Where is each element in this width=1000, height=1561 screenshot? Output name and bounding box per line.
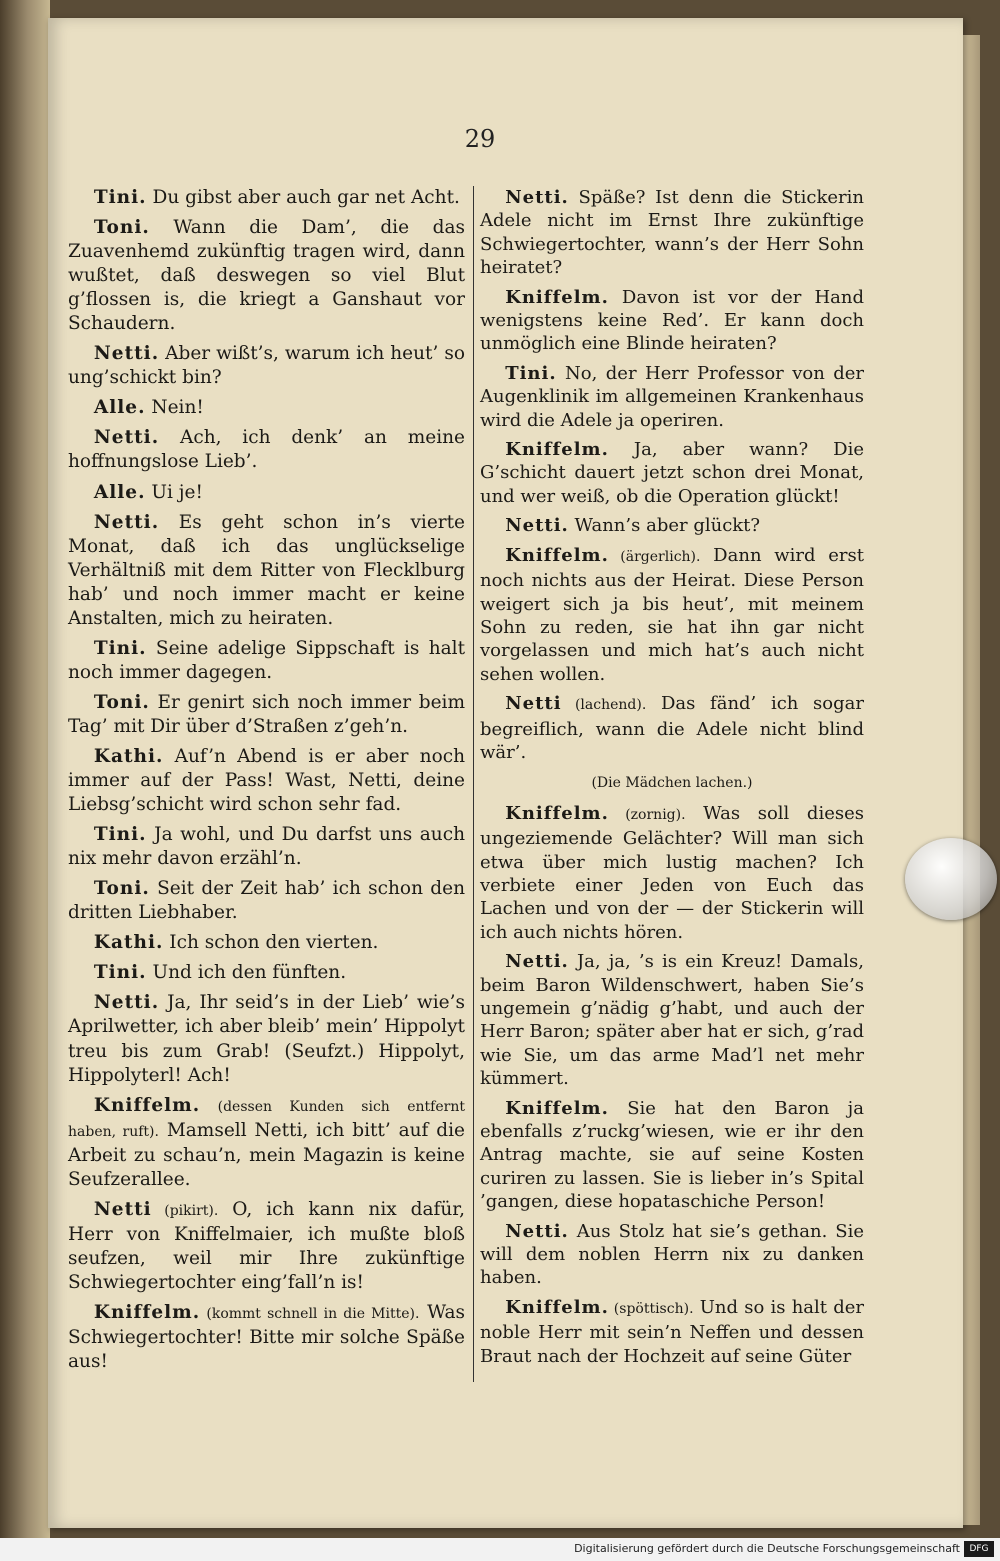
dialogue-paragraph [68, 426, 465, 474]
dialogue-paragraph [68, 1094, 465, 1192]
speaker-name: Tini. [93, 824, 147, 846]
stage-direction: (dessen Kunden sich entfernt haben, ruft). [68, 1098, 465, 1140]
dialogue-paragraph [68, 1198, 465, 1295]
right-text-column [480, 186, 864, 1382]
speaker-name: Tini. [93, 187, 147, 208]
dialogue-text: Du gibst aber auch gar net Acht. [146, 187, 460, 208]
speaker-name: Alle. [93, 397, 146, 419]
speaker-name: Netti. [93, 511, 160, 533]
dialogue-paragraph [68, 216, 465, 336]
speaker-name: Kathi. [93, 932, 164, 954]
dialogue-paragraph [68, 342, 465, 390]
dialogue-paragraph [480, 770, 864, 795]
speaker-name: Netti. [505, 515, 569, 537]
magnifier-icon[interactable] [905, 838, 997, 920]
speaker-name: Netti [93, 1198, 152, 1220]
column-divider [473, 186, 474, 1382]
dialogue-text: Und ich den fünften. [146, 962, 347, 984]
dialogue-text: Ach, ich denk’ an meine hoffnungslose Lieb’. [68, 427, 465, 473]
dialogue-text: Ui je! [145, 481, 203, 503]
dialogue-text: Aber wißt’s, warum ich heut’ so ung’schickt bin? [68, 343, 465, 389]
dialogue-paragraph [480, 692, 864, 764]
dialogue-text: Späße? Ist denn die Stickerin Adele nicht im Ernst Ihre zukünftige Schwiegertochter, wann’s der Herr Sohn heiratet? [480, 187, 864, 279]
dialogue-paragraph [68, 745, 465, 817]
dialogue-paragraph [480, 1220, 864, 1290]
speaker-name: Kniffelm. [505, 1296, 609, 1318]
dfg-logo: DFG [964, 1541, 994, 1557]
dialogue-paragraph [68, 637, 465, 685]
dialogue-text: Er genirt sich noch immer beim Tag’ mit Dir über d’Straßen z’geh’n. [68, 691, 465, 737]
dialogue-text: Ja, aber wann? Die G’schicht dauert jetzt schon drei Monat, und wer weiß, ob die Operation glückt! [480, 439, 864, 507]
speaker-name: Kniffelm. [93, 1301, 201, 1323]
speaker-name: Toni. [93, 691, 150, 713]
speaker-name: Tini. [93, 962, 147, 984]
dialogue-paragraph [68, 823, 465, 871]
speaker-name: Kniffelm. [505, 286, 609, 308]
dialogue-text: Ja, Ihr seid’s in der Lieb’ wie’s Aprilwetter, ich aber bleib’ mein’ Hippolyt treu bis zum Grab! (Seufzt.) Hippolyt, Hippolyterl! Ach! [68, 992, 465, 1086]
dialogue-text: Dann wird erst noch nichts aus der Heirat. Diese Person weigert sich ja bis heut’, mit meinem Sohn zu reden, sie hat ihn gar nicht vorgelassen und mich hat’s auch nicht sehen wollen. [480, 544, 864, 685]
speaker-name: Tini. [505, 362, 557, 384]
dialogue-paragraph [68, 511, 465, 631]
stage-direction: (spöttisch). [608, 1300, 694, 1317]
speaker-name: Kathi. [93, 745, 164, 767]
dialogue-text: Es geht schon in’s vierte Monat, daß ich das unglückselige Verhältniß mit dem Ritter von Flecklburg hab’ und noch immer macht er keine Anstalten, mich zu heiraten. [68, 511, 465, 629]
dialogue-text: Das fänd’ ich sogar begreiflich, wann die Adele nicht blind wär’. [480, 693, 864, 763]
dialogue-text: Mamsell Netti, ich bitt’ auf die Arbeit zu schau’n, mein Magazin is keine Seufzerallee. [68, 1119, 465, 1190]
speaker-name: Netti. [93, 343, 160, 365]
stage-direction: (zornig). [608, 806, 686, 823]
dialogue-paragraph [480, 514, 864, 537]
dialogue-text: Wann’s aber glückt? [568, 515, 761, 537]
dialogue-text: Ich schon den vierten. [163, 932, 379, 954]
dialogue-paragraph [480, 362, 864, 432]
dialogue-paragraph [480, 186, 864, 280]
dialogue-text: No, der Herr Professor von der Augenklinik im allgemeinen Krankenhaus wird die Adele ja operiren. [480, 362, 864, 431]
left-text-column [68, 186, 465, 1382]
speaker-name: Kniffelm. [505, 439, 609, 461]
page-number: 29 [464, 125, 496, 153]
stage-direction: (Die Mädchen lachen.) [591, 775, 753, 792]
dialogue-paragraph [480, 1296, 864, 1368]
dialogue-paragraph [68, 396, 465, 420]
dialogue-text: Was Schwiegertochter! Bitte mir solche Späße aus! [68, 1301, 465, 1373]
dialogue-paragraph [68, 481, 465, 505]
speaker-name: Netti. [93, 992, 160, 1014]
dialogue-text: Seine adelige Sippschaft is halt noch immer dagegen. [68, 637, 465, 683]
dialogue-text: O, ich kann nix dafür, Herr von Kniffelmaier, ich mußte bloß seufzen, weil mir Ihre zukünftige Schwiegertochter eing’fall’n is! [68, 1198, 465, 1293]
speaker-name: Toni. [93, 878, 150, 900]
dialogue-paragraph [480, 950, 864, 1090]
dialogue-paragraph [480, 286, 864, 356]
dialogue-text: Ja, ja, ’s is ein Kreuz! Damals, beim Baron Wildenschwert, haben Sie’s ungemein g’nädig g’habt, und auch der Herr Baron; später aber hat er sich, g’rad wie Sie, um das arme Mad’l net mehr kümmert. [480, 951, 864, 1090]
dialogue-text: Nein! [145, 397, 204, 419]
speaker-name: Netti [505, 693, 562, 715]
dialogue-paragraph [68, 691, 465, 739]
speaker-name: Tini. [93, 637, 147, 659]
speaker-name: Kniffelm. [505, 802, 609, 824]
speaker-name: Kniffelm. [505, 544, 609, 566]
dialogue-paragraph [68, 877, 465, 925]
speaker-name: Netti. [505, 951, 569, 973]
footer-text: Digitalisierung gefördert durch die Deutsche Forschungsgemeinschaft [574, 1542, 960, 1555]
stage-direction: (lachend). [561, 697, 647, 714]
dialogue-paragraph [68, 186, 465, 210]
speaker-name: Netti. [93, 427, 160, 449]
stage-direction: (kommt schnell in die Mitte). [200, 1305, 420, 1322]
speaker-name: Toni. [93, 217, 150, 239]
dialogue-text: Auf’n Abend is er aber noch immer auf der Pass! Wast, Netti, deine Liebsg’schicht wird schon sehr fad. [68, 745, 465, 816]
dialogue-text: Und so is halt der noble Herr mit sein’n Neffen und dessen Braut nach der Hochzeit auf seine Güter [480, 1296, 864, 1367]
footer-bar [0, 1538, 1000, 1561]
speaker-name: Kniffelm. [505, 1097, 609, 1119]
speaker-name: Alle. [93, 481, 146, 503]
page-stack-edge [963, 35, 980, 1525]
dialogue-text: Wann die Dam’, die das Zuavenhemd zukünftig tragen wird, dann wußtet, daß deswegen so viel Blut g’flossen is, die kriegt a Ganshaut vor Schaudern. [68, 217, 465, 335]
dialogue-paragraph [68, 991, 465, 1087]
dialogue-paragraph [68, 961, 465, 985]
dialogue-text: Aus Stolz hat sie’s gethan. Sie will dem noblen Herrn nix zu danken haben. [480, 1220, 864, 1289]
dialogue-text: Davon ist vor der Hand wenigstens keine Red’. Er kann doch unmöglich eine Blinde heiraten? [480, 286, 864, 355]
dialogue-paragraph [68, 1301, 465, 1374]
speaker-name: Netti. [505, 1220, 569, 1242]
dialogue-paragraph [68, 931, 465, 955]
stage-direction: (ärgerlich). [608, 548, 701, 565]
stage-direction: (pikirt). [151, 1202, 219, 1219]
dialogue-text: Was soll dieses ungeziemende Gelächter? Will man sich etwa über mich lustig machen? Ich verbiete einer Jeden von Euch das Lachen und von der — der Stickerin will ich auch nichts hören. [480, 802, 864, 943]
speaker-name: Kniffelm. [93, 1094, 201, 1116]
dialogue-text: Sie hat den Baron ja ebenfalls z’ruckg’wiesen, wie er ihr den Antrag machte, sie auf seine Kosten curiren zu lassen. Sie is lieber in’s Spital ’gangen, diese hopataschiche Person! [480, 1097, 864, 1213]
dialogue-text: Ja wohl, und Du darfst uns auch nix mehr davon erzähl’n. [68, 824, 465, 870]
dialogue-paragraph [480, 802, 864, 944]
previous-page-edge [0, 0, 50, 1561]
dialogue-text: Seit der Zeit hab’ ich schon den dritten Liebhaber. [68, 878, 465, 924]
speaker-name: Netti. [505, 187, 569, 208]
dialogue-paragraph [480, 544, 864, 686]
dialogue-paragraph [480, 1097, 864, 1214]
dialogue-paragraph [480, 438, 864, 508]
